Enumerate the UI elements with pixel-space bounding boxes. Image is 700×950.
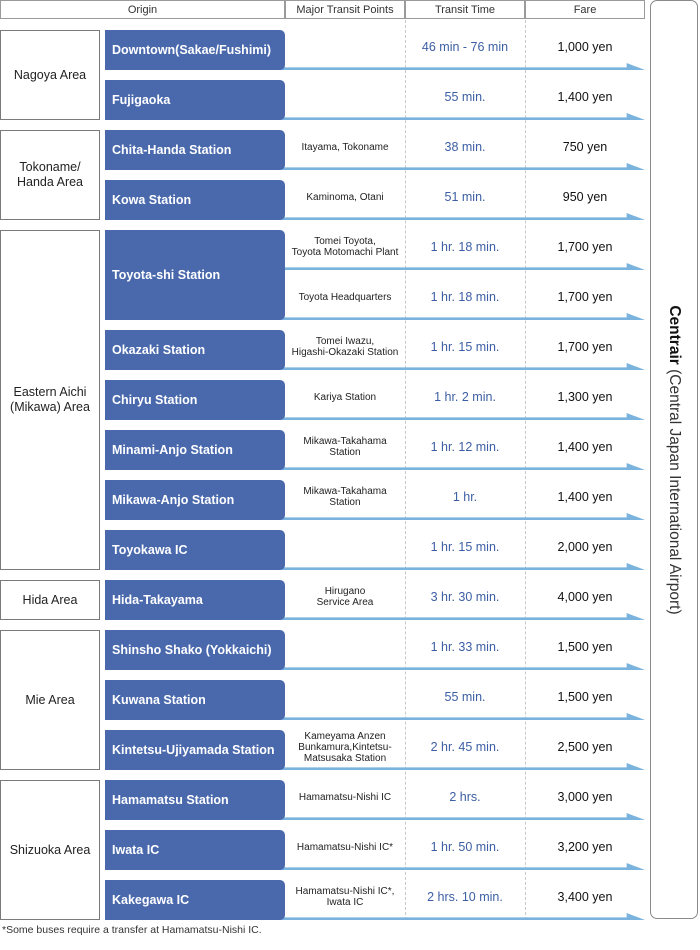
time-cell: 1 hr. <box>452 490 478 504</box>
route-row <box>105 330 645 370</box>
transit-cell: Mikawa-Takahama Station <box>303 486 387 508</box>
route-row <box>105 880 645 920</box>
header-time <box>405 0 525 19</box>
origin-cell: Iwata IC <box>105 830 285 870</box>
transit-cell: Hirugano Service Area <box>316 586 374 608</box>
route-row <box>105 430 645 470</box>
fare-cell: 2,000 yen <box>557 540 613 554</box>
header-fare <box>525 0 645 19</box>
fare-cell: 1,700 yen <box>557 290 613 304</box>
route-row <box>105 80 645 120</box>
transit-cell <box>285 80 405 114</box>
route-row <box>105 380 645 420</box>
origin-cell: Kuwana Station <box>105 680 285 720</box>
time-cell: 46 min - 76 min <box>421 40 509 54</box>
time-cell: 51 min. <box>444 190 486 204</box>
area-nagoya: Nagoya Area <box>0 30 100 120</box>
header-origin-label: Origin <box>127 3 158 16</box>
time-cell: 2 hr. 45 min. <box>430 740 500 754</box>
time-cell: 1 hr. 18 min. <box>430 290 500 304</box>
time-cell: 2 hrs. 10 min. <box>427 890 503 904</box>
transit-cell: Kaminoma, Otani <box>306 191 384 203</box>
fare-cell: 1,700 yen <box>557 240 613 254</box>
transit-cell: Tomei Toyota, Toyota Motomachi Plant <box>291 236 399 258</box>
origin-cell: Toyota-shi Station <box>105 230 285 320</box>
fare-cell: 2,500 yen <box>557 740 613 754</box>
route-row <box>105 680 645 720</box>
time-cell: 1 hr. 2 min. <box>434 390 496 404</box>
fare-cell: 1,400 yen <box>557 490 613 504</box>
transit-cell: Hamamatsu-Nishi IC*, Iwata IC <box>295 886 395 908</box>
route-row <box>105 630 645 670</box>
route-row <box>105 580 645 620</box>
header-fare-label: Fare <box>573 3 597 16</box>
origin-cell: Hida-Takayama <box>105 580 285 620</box>
origin-cell: Shinsho Shako (Yokkaichi) <box>105 630 285 670</box>
route-row <box>105 780 645 820</box>
transit-cell <box>285 680 405 714</box>
header-origin <box>0 0 285 19</box>
origin-cell: Chita-Handa Station <box>105 130 285 170</box>
fare-cell: 1,500 yen <box>557 640 613 654</box>
transit-cell: Tomei Iwazu, Higashi-Okazaki Station <box>291 336 399 358</box>
fare-cell: 1,400 yen <box>557 90 613 104</box>
transit-cell: Kameyama Anzen Bunkamura,Kintetsu- Matsusaka Station <box>298 730 392 764</box>
route-row <box>105 830 645 870</box>
header-transit <box>285 0 405 19</box>
area-eastern-aichi: Eastern Aichi (Mikawa) Area <box>0 230 100 570</box>
area-tokoname-handa: Tokoname/ Handa Area <box>0 130 100 220</box>
destination-label <box>665 305 683 614</box>
destination-name: Centrair <box>666 305 683 365</box>
fare-cell: 1,500 yen <box>557 690 613 704</box>
transit-cell: Hamamatsu-Nishi IC <box>298 791 392 803</box>
fare-cell: 1,000 yen <box>557 40 613 54</box>
header-transit-label: Major Transit Points <box>296 3 394 16</box>
origin-cell: Okazaki Station <box>105 330 285 370</box>
fare-cell: 3,200 yen <box>557 840 613 854</box>
origin-cell: Kakegawa IC <box>105 880 285 920</box>
area-mie: Mie Area <box>0 630 100 770</box>
transit-cell: Mikawa-Takahama Station <box>303 436 387 458</box>
area-hida: Hida Area <box>0 580 100 620</box>
time-cell: 1 hr. 18 min. <box>430 240 500 254</box>
footnote: *Some buses require a transfer at Hamamatsu-Nishi IC. <box>2 924 262 936</box>
origin-cell: Downtown(Sakae/Fushimi) <box>105 30 285 70</box>
area-shizuoka: Shizuoka Area <box>0 780 100 920</box>
fare-cell: 950 yen <box>562 190 608 204</box>
fare-cell: 1,400 yen <box>557 440 613 454</box>
fare-cell: 1,700 yen <box>557 340 613 354</box>
fare-cell: 750 yen <box>562 140 608 154</box>
time-cell: 1 hr. 50 min. <box>430 840 500 854</box>
origin-cell: Chiryu Station <box>105 380 285 420</box>
transit-cell <box>285 530 405 564</box>
fare-cell: 3,400 yen <box>557 890 613 904</box>
destination-full-name: (Central Japan International Airport) <box>666 369 683 615</box>
route-row <box>105 30 645 70</box>
origin-cell: Mikawa-Anjo Station <box>105 480 285 520</box>
fare-cell: 3,000 yen <box>557 790 613 804</box>
transit-cell: Toyota Headquarters <box>298 291 392 303</box>
fare-cell: 4,000 yen <box>557 590 613 604</box>
route-row <box>105 480 645 520</box>
header-time-label: Transit Time <box>434 3 496 16</box>
fare-cell: 1,300 yen <box>557 390 613 404</box>
transit-cell: Kariya Station <box>313 391 377 403</box>
transit-cell: Itayama, Tokoname <box>301 141 389 153</box>
time-cell: 1 hr. 33 min. <box>430 640 500 654</box>
time-cell: 55 min. <box>444 90 486 104</box>
origin-cell: Kintetsu-Ujiyamada Station <box>105 730 285 770</box>
origin-cell: Hamamatsu Station <box>105 780 285 820</box>
origin-cell: Toyokawa IC <box>105 530 285 570</box>
origin-cell: Fujigaoka <box>105 80 285 120</box>
time-cell: 38 min. <box>444 140 486 154</box>
transit-cell <box>285 630 405 664</box>
route-row <box>105 180 645 220</box>
route-row <box>105 130 645 170</box>
transit-cell <box>285 30 405 64</box>
transit-cell: Hamamatsu-Nishi IC* <box>296 841 394 853</box>
time-cell: 1 hr. 15 min. <box>430 540 500 554</box>
time-cell: 3 hr. 30 min. <box>430 590 500 604</box>
time-cell: 1 hr. 12 min. <box>430 440 500 454</box>
route-row <box>105 530 645 570</box>
origin-cell: Kowa Station <box>105 180 285 220</box>
time-cell: 2 hrs. <box>449 790 481 804</box>
origin-cell: Minami-Anjo Station <box>105 430 285 470</box>
time-cell: 55 min. <box>444 690 486 704</box>
time-cell: 1 hr. 15 min. <box>430 340 500 354</box>
route-row <box>105 730 645 770</box>
